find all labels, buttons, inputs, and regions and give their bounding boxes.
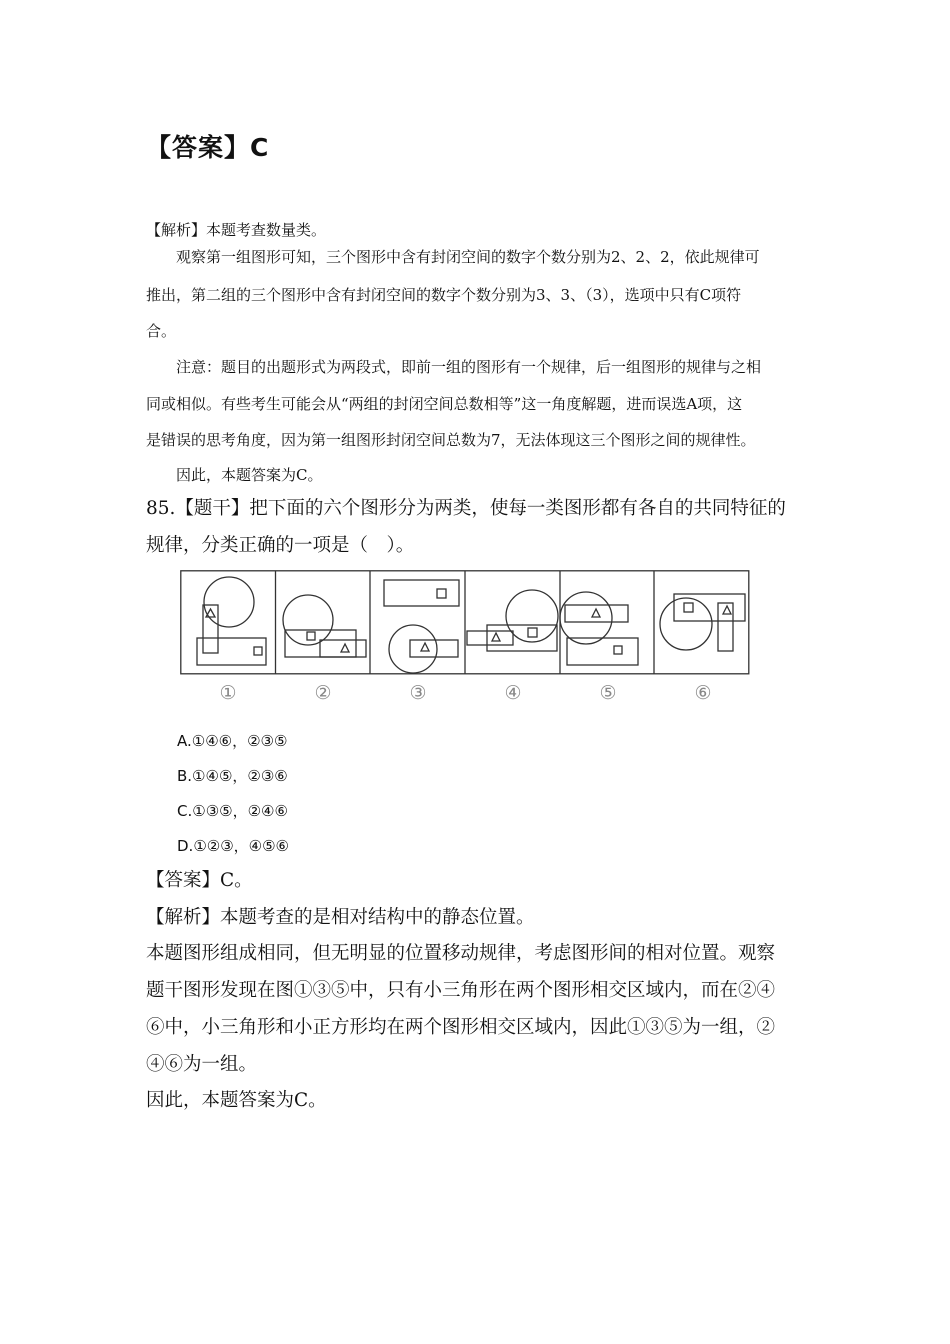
note-line: 同或相似。有些考生可能会从“两组的封闭空间总数相等”这一角度解题，进而误选A项，这 <box>146 395 743 413</box>
paragraph-line: 合。 <box>146 322 177 340</box>
paragraph-line: 推出，第二组的三个图形中含有封闭空间的数字个数分别为3、3、（3），选项中只有C项符 <box>146 286 742 304</box>
figure-1 <box>197 577 266 665</box>
analysis-title: 【解析】本题考查的是相对结构中的静态位置。 <box>146 907 535 928</box>
figure-2 <box>283 595 366 657</box>
note-line: 是错误的思考角度，因为第一组图形封闭空间总数为7，无法体现这三个图形之间的规律性。 <box>146 431 756 449</box>
answer: 【答案】C。 <box>146 870 253 891</box>
question-stem: 规律，分类正确的一项是（ ）。 <box>146 535 415 556</box>
figure-6 <box>660 594 745 651</box>
conclusion: 因此，本题答案为C。 <box>176 466 323 484</box>
figure-label: ⑤ <box>599 682 617 704</box>
paragraph-line: 观察第一组图形可知，三个图形中含有封闭空间的数字个数分别为2、2、2，依此规律可 <box>176 248 760 266</box>
answer-heading: 【答案】C <box>146 133 270 162</box>
analysis-title: 【解析】本题考查数量类。 <box>146 221 327 239</box>
question-stem: 85.【题干】把下面的六个图形分为两类，使每一类图形都有各自的共同特征的 <box>146 498 786 519</box>
option-d: D.①②③，④⑤⑥ <box>177 837 290 855</box>
analysis-line: ⑥中，小三角形和小正方形均在两个图形相交区域内，因此①③⑤为一组，② <box>146 1017 776 1038</box>
figure-label: ③ <box>409 682 427 704</box>
analysis-line: 题干图形发现在图①③⑤中，只有小三角形在两个图形相交区域内，而在②④ <box>146 980 776 1001</box>
figure-5 <box>560 592 638 665</box>
figure-label: ④ <box>504 682 522 704</box>
option-c: C.①③⑤，②④⑥ <box>177 802 288 820</box>
figure-label: ① <box>219 682 237 704</box>
figure-label: ② <box>314 682 332 704</box>
figure-panel <box>180 570 752 710</box>
analysis-line: 本题图形组成相同，但无明显的位置移动规律，考虑图形间的相对位置。观察 <box>146 943 776 964</box>
note-line: 注意：题目的出题形式为两段式，即前一组的图形有一个规律，后一组图形的规律与之相 <box>176 358 762 376</box>
option-b: B.①④⑤，②③⑥ <box>177 767 288 785</box>
analysis-line: ④⑥为一组。 <box>146 1054 258 1075</box>
figure-label: ⑥ <box>694 682 712 704</box>
figure-4 <box>467 590 558 651</box>
conclusion: 因此，本题答案为C。 <box>146 1090 327 1111</box>
figure-3 <box>384 580 459 673</box>
option-a: A.①④⑥，②③⑤ <box>177 732 288 750</box>
